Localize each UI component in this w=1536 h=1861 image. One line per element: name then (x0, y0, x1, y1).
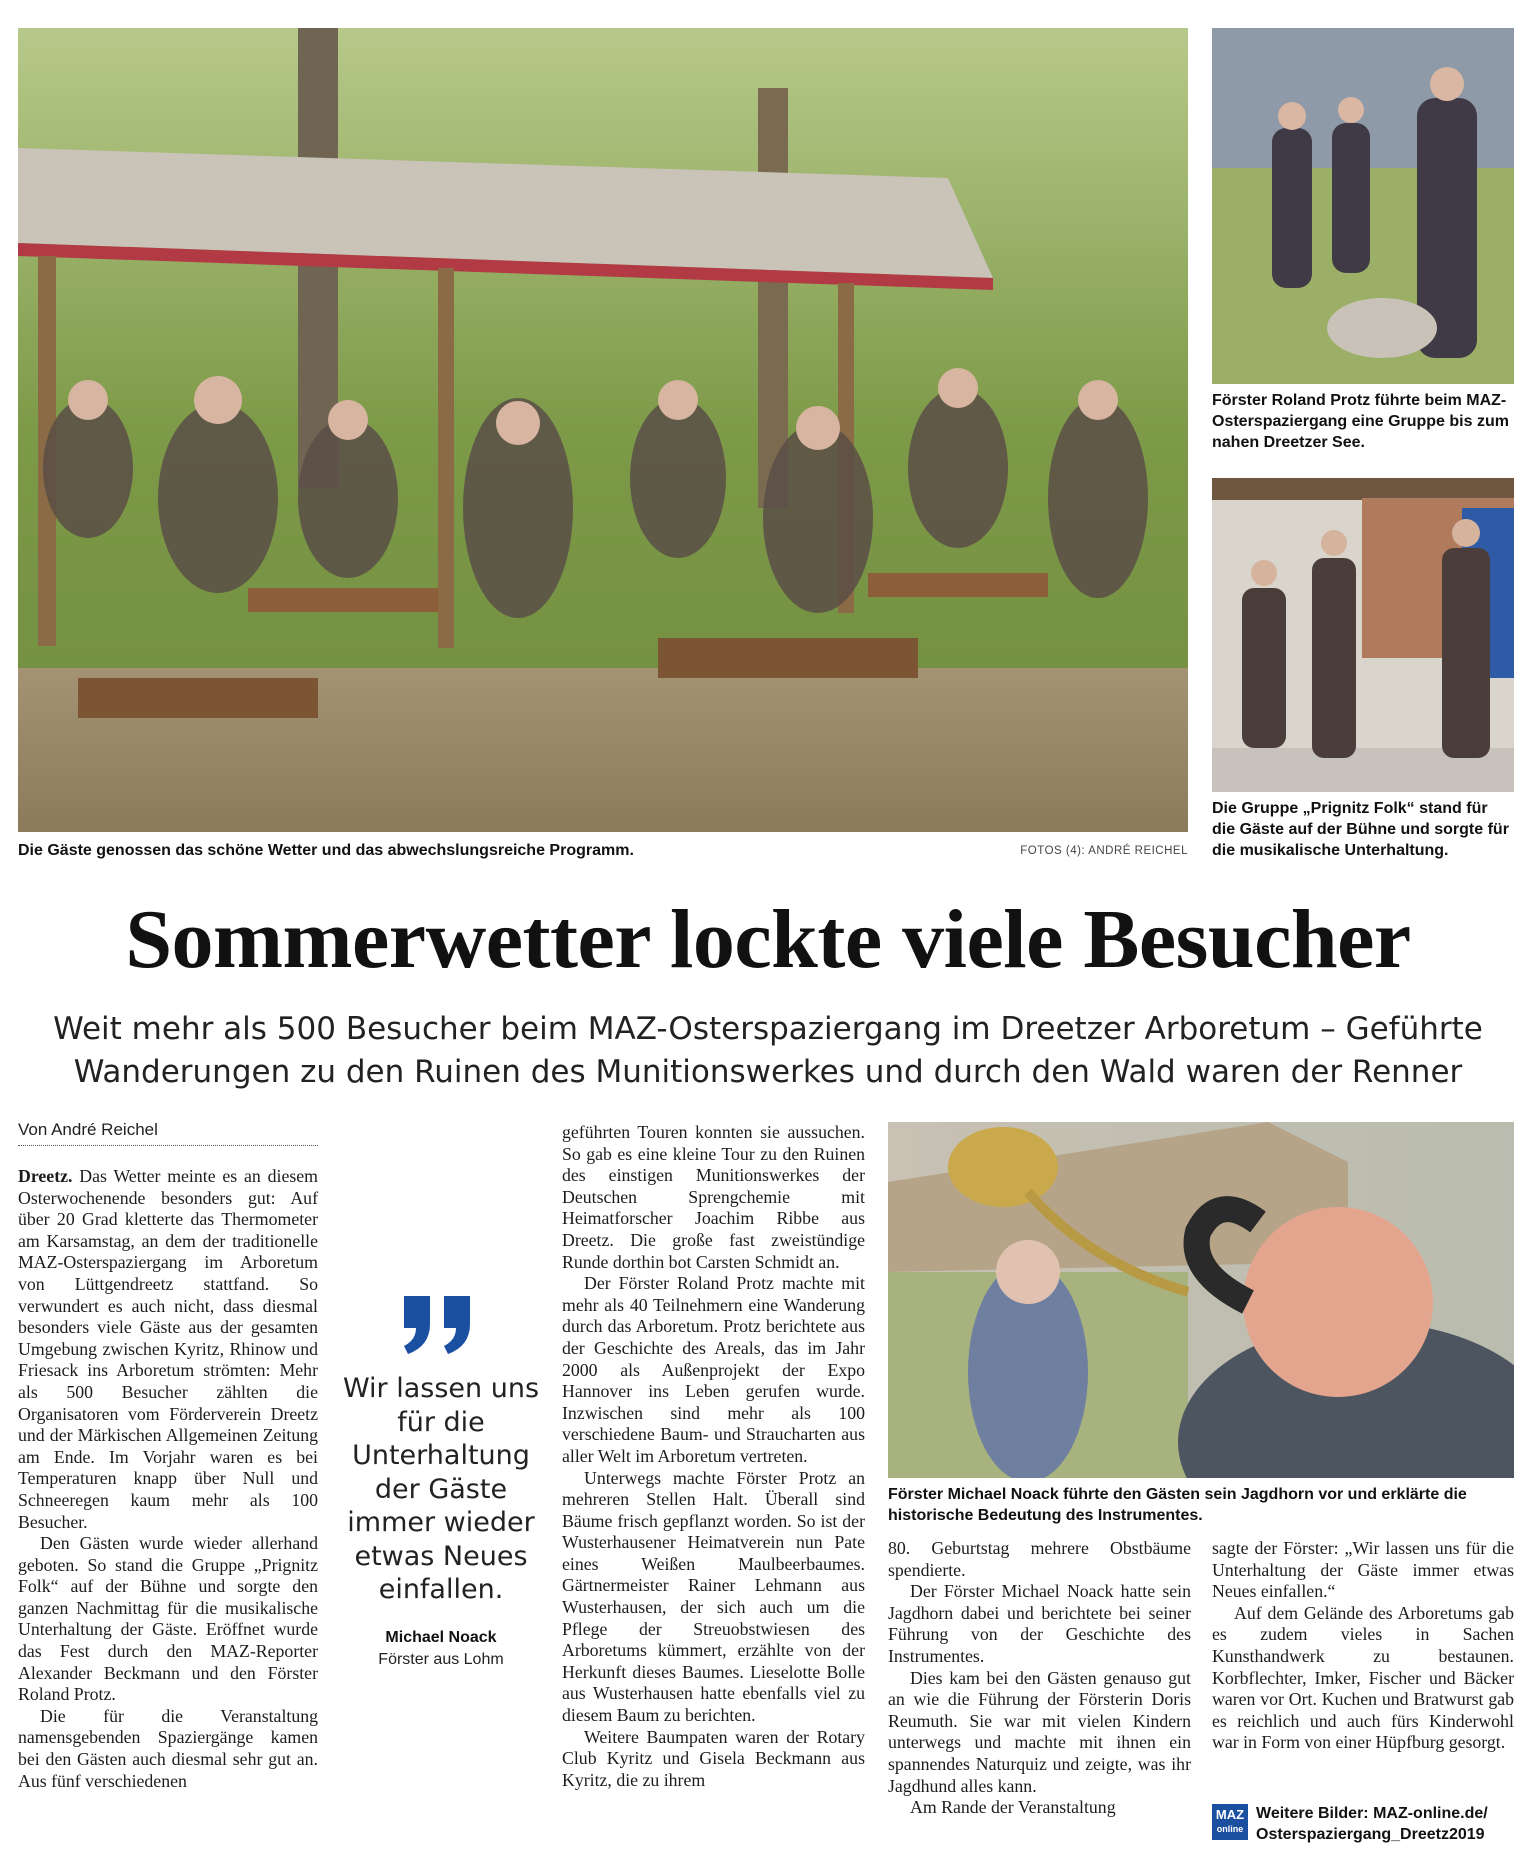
article-paragraph: Den Gästen wurde wieder allerhand geboten. So stand die Gruppe „Prignitz Folk“ auf der Bühne und sorgte den ganzen Nachmittag für die musikalische Unterhaltung der Gäste. Eröffnet wurde das Fest durch den MAZ-Reporter Alexander Beckmann und den Förster Roland Protz. (18, 1533, 318, 1705)
article-paragraph: Die für die Veranstaltung namensgebenden Spaziergänge kamen bei den Gästen auch diesmal sehr gut an. Aus fünf verschiedenen (18, 1705, 318, 1791)
byline: Von André Reichel (18, 1120, 318, 1146)
jagdhorn-photo (888, 1122, 1514, 1478)
main-photo (18, 28, 1188, 832)
article-paragraph: Am Rande der Veranstaltung (910, 1797, 1116, 1818)
article-paragraph: Unterwegs machte Förster Protz an mehreren Stellen Halt. Überall sind Bäume frisch gepflanzt worden. So ist der Wusterhausener Heimatverein nun Pate eines Weißen Maulbeerbaumes. Gärtnermeister Rainer Lehmann aus Wusterhausen, der sich auch um die Pflege der Streuobstwiesen des Arboretums kümmert, erzählte von der Herkunft dieses Baumes. Lieselotte Bolle aus Wusterhausen hatte ebenfalls viel zu diesem Baum zu berichten. (562, 1467, 865, 1726)
article-column-1 (18, 1166, 318, 1792)
quote-mark-icon (398, 1296, 478, 1356)
main-photo-caption: Die Gäste genossen das schöne Wetter und das abwechslungsreiche Programm. (18, 842, 634, 859)
pull-quote-role: Förster aus Lohm (378, 1651, 504, 1668)
article-paragraph: sagte der Förster: „Wir lassen uns für die Unterhaltung der Gäste immer etwas Neues einfallen.“ (1212, 1538, 1514, 1602)
article-paragraph: Auf dem Gelände des Arboretums gab es zudem vieles in Sachen Kunsthandwerk zu bestaunen. Korbflechter, Imker, Fischer und Bäcker waren vor Ort. Kuchen und Bratwurst gab es reichlich und auch fürs Kinderwohl war in Form von einer Hüpfburg gesorgt. (1212, 1602, 1514, 1753)
article-column-3 (888, 1538, 1191, 1819)
headline: Sommerwetter lockte viele Besucher (125, 893, 1411, 986)
pull-quote-author: Michael Noack (385, 1629, 497, 1646)
middle-right-photo (1212, 478, 1514, 792)
article-paragraph: Dies kam bei den Gästen genauso gut an wie die Führung der Försterin Doris Reumuth. Sie war mit vielen Kindern unterwegs und machte mit ihnen ein spannendes Naturquiz und zeigte, was ihr Jagdhund alles kann. (888, 1667, 1191, 1796)
dateline: Dreetz. (18, 1166, 73, 1186)
article-column-2 (562, 1122, 865, 1791)
article-paragraph: 80. Geburtstag mehrere Obstbäume spendierte. (888, 1538, 1191, 1580)
top-right-photo (1212, 28, 1514, 384)
article-paragraph: Weitere Baumpaten waren der Rotary Club Kyritz und Gisela Beckmann aus Kyritz, die zu ihrem (562, 1726, 865, 1790)
jagdhorn-photo-caption: Förster Michael Noack führte den Gästen sein Jagdhorn vor und erklärte die historische Bedeutung des Instrumentes. (888, 1486, 1467, 1524)
photo-credit: FOTOS (4): ANDRÉ REICHEL (1020, 845, 1188, 857)
article-paragraph: geführten Touren konnten sie aussuchen. So gab es eine kleine Tour zu den Ruinen des einstigen Munitionswerkes der Deutschen Sprengchemie mit Heimatforscher Joachim Ribbe aus Dreetz. Die große fast zweistündige Runde dorthin bot Carsten Schmidt an. (562, 1122, 865, 1272)
middle-right-photo-caption: Die Gruppe „Prignitz Folk“ stand für die Gäste auf der Bühne und sorgte für die musikalische Unterhaltung. (1212, 800, 1509, 859)
article-paragraph: Der Förster Roland Protz machte mit mehr als 40 Teilnehmern eine Wanderung durch das Arboretum. Protz berichtete aus der Geschichte des Areals, das im Jahr 2000 als Außenprojekt der Expo Hannover ins Leben gerufen wurde. Inzwischen sind mehr als 100 verschiedene Baum- und Straucharten aus aller Welt im Arboretum vertreten. (562, 1273, 865, 1466)
pull-quote: Wir lassen uns für die Unterhaltung der Gäste immer wieder etwas Neues einfallen. (342, 1373, 540, 1605)
subheadline: Weit mehr als 500 Besucher beim MAZ-Osterspaziergang im Dreetzer Arboretum – Geführte Wanderungen zu den Ruinen des Munitionswerkes und durch den Wald waren der Renner (53, 1011, 1483, 1090)
top-right-photo-caption: Förster Roland Protz führte beim MAZ-Osterspaziergang eine Gruppe bis zum nahen Dreetzer See. (1212, 392, 1509, 451)
article-paragraph: Der Förster Michael Noack hatte sein Jagdhorn dabei und berichtete bei seiner Führung von der Geschichte des Instrumentes. (888, 1581, 1191, 1666)
more-photos-link[interactable]: Weitere Bilder: MAZ-online.de/ Osterspaziergang_Dreetz2019 (1256, 1805, 1488, 1843)
article-column-4 (1212, 1538, 1514, 1754)
maz-online-logo[interactable]: MAZ online (1212, 1804, 1248, 1840)
article-paragraph: Dreetz. Das Wetter meinte es an diesem Osterwochenende besonders gut: Auf über 20 Grad kletterte das Thermometer am Karsamstag, an dem der traditionelle MAZ-Osterspaziergang im Arboretum von Lüttgendreetz stattfand. So verwundert es auch nicht, dass diesmal besonders viele Gäste aus der gesamten Umgebung zwischen Kyritz, Rhinow und Friesack ins Arboretum strömten: Mehr als 500 Besucher zählten die Organisatoren vom Förderverein Dreetz und der Märkischen Allgemeinen Zeitung am Ende. Im Vorjahr waren es bei Temperaturen knapp über Null und Schneeregen kaum mehr als 100 Besucher. (18, 1166, 318, 1532)
